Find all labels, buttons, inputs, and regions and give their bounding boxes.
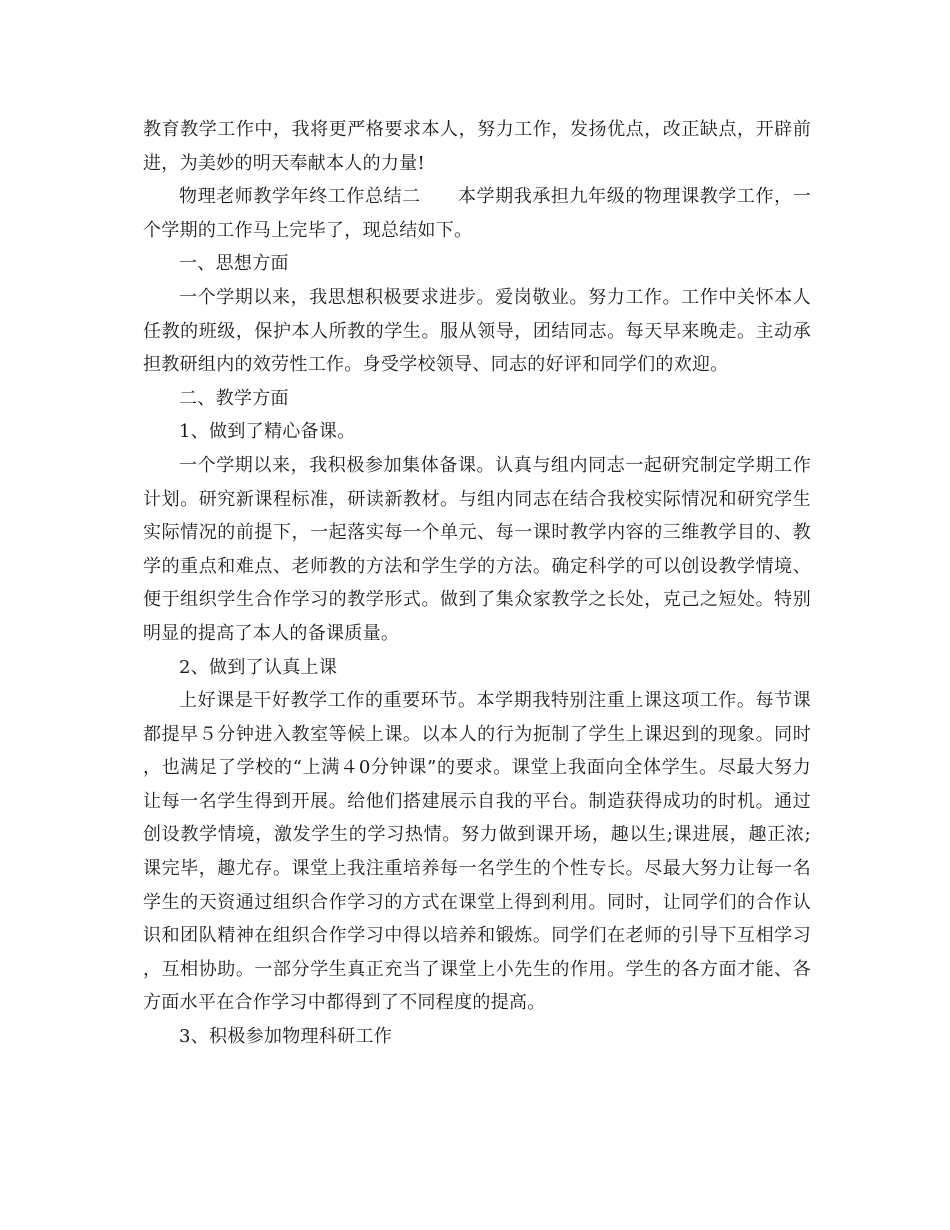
paragraph-intro: 物理老师教学年终工作总结二 本学期我承担九年级的物理课教学工作，一个学期的工作马上完毕了，现总结如下。 [143,186,811,241]
subheading-research: 3、积极参加物理科研工作 [179,1026,393,1048]
paragraph-lesson-prep: 一个学期以来，我积极参加集体备课。认真与组内同志一起研究制定学期工作计划。研究新课程标准，研读新教材。与组内同志在结合我校实际情况和研究学生实际情况的前提下，一起落实每一个单元、每一课时教学内容的三维教学目的、教学的重点和难点、老师教的方法和学生学的方法。确定科学的可以创设教学情境、便于组织学生合作学习的教学形式。做到了集众家教学之长处，克己之短处。特别明显的提高了本人的备课质量。 [143,454,811,644]
section-heading-teaching: 二、教学方面 [179,387,289,409]
paragraph-class-teaching: 上好课是干好教学工作的重要环节。本学期我特别注重上课这项工作。每节课都提早５分钟进入教室等候上课。以本人的行为扼制了学生上课迟到的现象。同时，也满足了学校的“上满４0分钟课”的要求。课堂上我面向全体学生。尽最大努力让每一名学生得到开展。给他们搭建展示自我的平台。制造获得成功的时机。通过创设教学情境，激发学生的学习热情。努力做到课开场，趣以生;课进展，趣正浓;课完毕，趣尤存。课堂上我注重培养每一名学生的个性专长。尽最大努力让每一名学生的天资通过组织合作学习的方式在课堂上得到利用。同时，让同学们的合作认识和团队精神在组织合作学习中得以培养和锻炼。同学们在老师的引导下互相学习，互相协助。一部分学生真正充当了课堂上小先生的作用。学生的各方面才能、各方面水平在合作学习中都得到了不同程度的提高。 [143,690,811,1014]
document-body [143,113,811,1054]
paragraph-closing: 教育教学工作中，我将更严格要求本人，努力工作，发扬优点，改正缺点，开辟前进，为美妙的明天奉献本人的力量! [143,119,811,174]
subheading-lesson-prep: 1、做到了精心备课。 [179,421,356,443]
subheading-class-teaching: 2、做到了认真上课 [179,656,338,678]
paragraph-thought: 一个学期以来，我思想积极要求进步。爱岗敬业。努力工作。工作中关怀本人任教的班级，保护本人所教的学生。服从领导，团结同志。每天早来晚走。主动承担教研组内的效劳性工作。身受学校领导、同志的好评和同学们的欢迎。 [143,286,811,376]
section-heading-thought: 一、思想方面 [179,253,289,275]
